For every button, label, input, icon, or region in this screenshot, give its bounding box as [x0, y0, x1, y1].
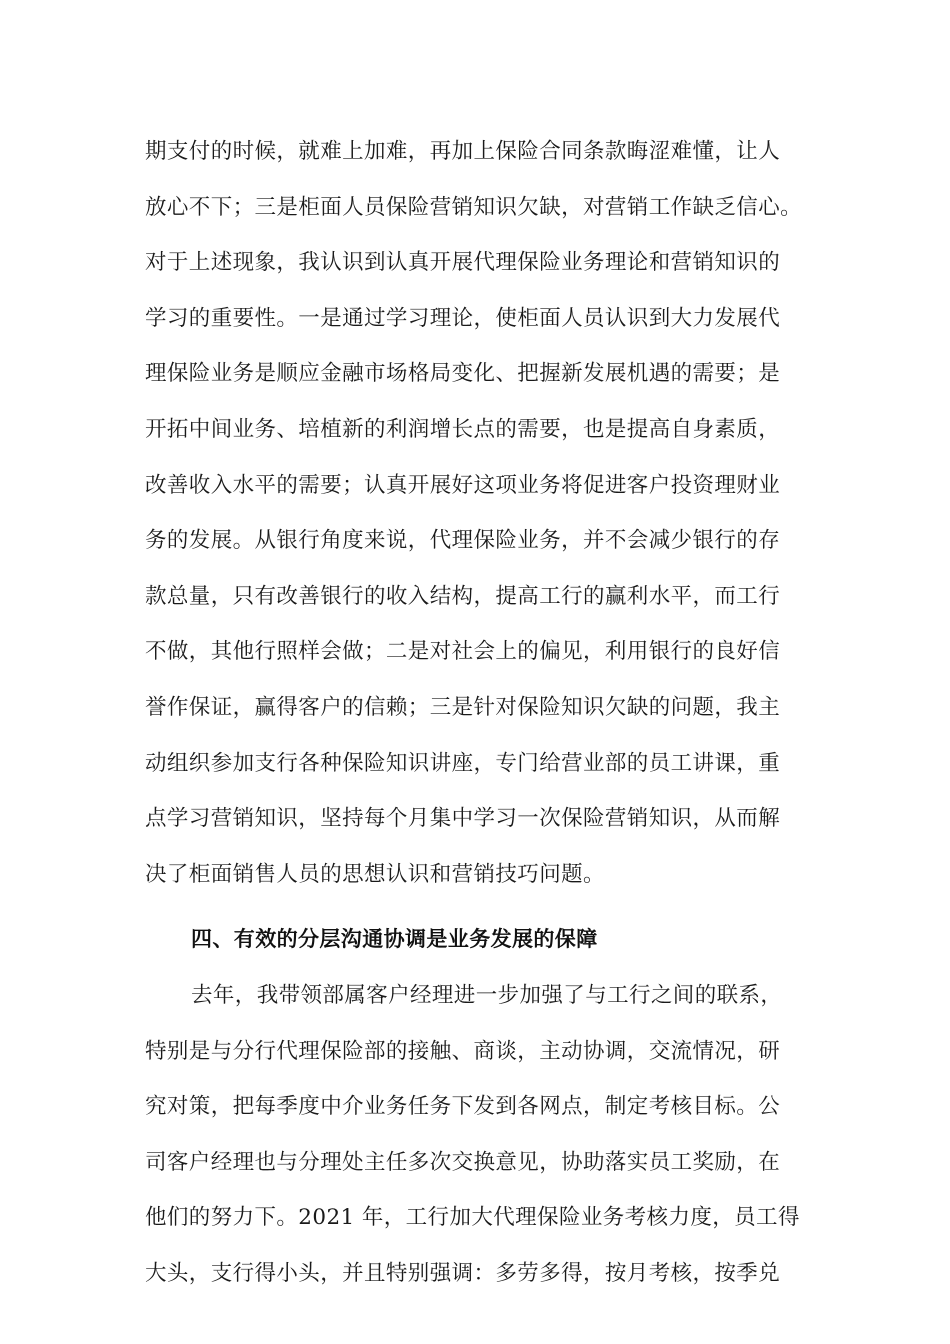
text-line: 期支付的时候，就难上加难，再加上保险合同条款晦涩难懂，让人: [145, 139, 781, 164]
text-line: 开拓中间业务、培植新的利润增长点的需要，也是提高自身素质，: [145, 416, 781, 442]
text-line: 去年，我带领部属客户经理进一步加强了与工行之间的联系，: [191, 982, 783, 1008]
text-line: 誉作保证，赢得客户的信赖；三是针对保险知识欠缺的问题，我主: [145, 694, 781, 720]
section-heading: 四、有效的分层沟通协调是业务发展的保障: [191, 927, 598, 952]
text-line: 学习的重要性。一是通过学习理论，使柜面人员认识到大力发展代: [145, 305, 781, 331]
text-line: 司客户经理也与分理处主任多次交换意见，协助落实员工奖励，在: [145, 1149, 781, 1175]
text-line: 理保险业务是顺应金融市场格局变化、把握新发展机遇的需要；是: [145, 361, 781, 387]
text-line: 对于上述现象，我认识到认真开展代理保险业务理论和营销知识的: [145, 250, 781, 276]
text-line: 大头，支行得小头，并且特别强调：多劳多得，按月考核，按季兑: [145, 1260, 781, 1286]
text-line: 不做，其他行照样会做；二是对社会上的偏见，利用银行的良好信: [145, 639, 781, 665]
text-line: 决了柜面销售人员的思想认识和营销技巧问题。: [145, 861, 605, 887]
spacer: [145, 906, 805, 910]
text-line: 款总量，只有改善银行的收入结构，提高工行的赢利水平，而工行: [145, 583, 781, 609]
text-line: 动组织参加支行各种保险知识讲座，专门给营业部的员工讲课，重: [145, 750, 781, 776]
text-line: 点学习营销知识，坚持每个月集中学习一次保险营销知识，从而解: [145, 806, 781, 832]
text-line: 改善收入水平的需要；认真开展好这项业务将促进客户投资理财业: [145, 472, 781, 498]
text-line: 务的发展。从银行角度来说，代理保险业务，并不会减少银行的存: [145, 528, 781, 554]
text-line: 特别是与分行代理保险部的接触、商谈，主动协调，交流情况，研: [145, 1038, 781, 1064]
document-body: [145, 128, 805, 1305]
text-line: 他们的努力下。2021 年，工行加大代理保险业务考核力度，员工得: [145, 1205, 800, 1231]
text-line: 放心不下；三是柜面人员保险营销知识欠缺，对营销工作缺乏信心。: [145, 194, 803, 220]
text-line: 究对策，把每季度中介业务任务下发到各网点，制定考核目标。公: [145, 1094, 781, 1120]
